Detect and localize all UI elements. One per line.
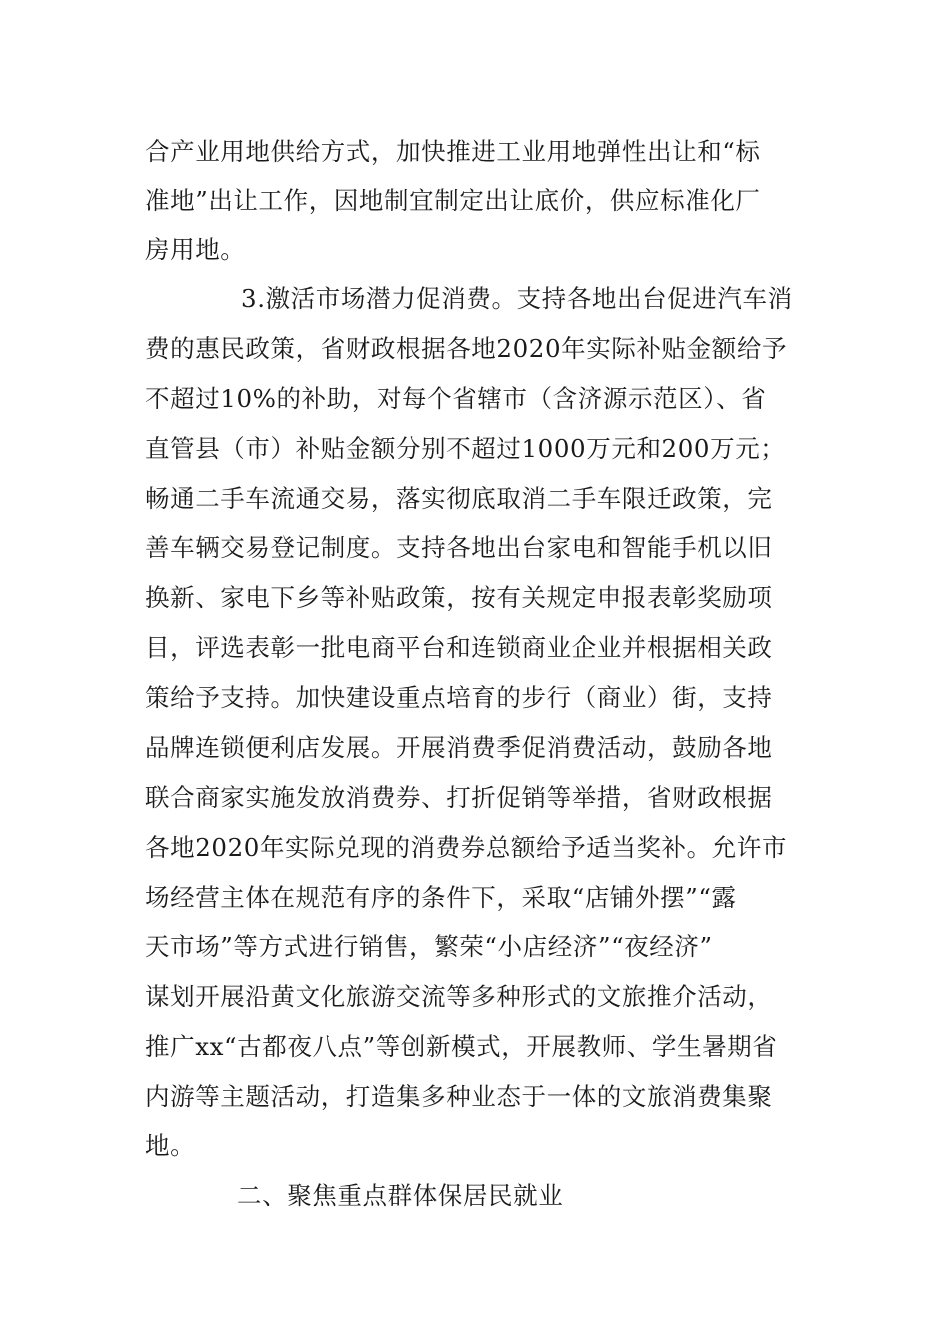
text-line: 策给予支持。加快建设重点培育的步行（商业）街，支持 xyxy=(145,683,773,712)
text-line: 费的惠民政策，省财政根据各地2020年实际补贴金额给予 xyxy=(145,334,788,363)
text-line: 直管县（市）补贴金额分别不超过1000万元和200万元； xyxy=(145,434,786,463)
text-line: 天市场”等方式进行销售，繁荣“小店经济”“夜经济” xyxy=(145,932,713,961)
text-line: 内游等主题活动，打造集多种业态于一体的文旅消费集聚 xyxy=(145,1082,773,1111)
text-line: 地。 xyxy=(145,1131,196,1160)
text-line: 合产业用地供给方式，加快推进工业用地弹性出让和“标 xyxy=(145,137,761,166)
text-line: 谋划开展沿黄文化旅游交流等多种形式的文旅推介活动， xyxy=(145,982,773,1011)
text-line: 畅通二手车流通交易，落实彻底取消二手车限迁政策，完 xyxy=(145,484,773,513)
text-line: 房用地。 xyxy=(145,235,246,264)
section-heading-consumption: 3.激活市场潜力促消费。支持各地出台促进汽车消 xyxy=(241,284,793,313)
text-line: 联合商家实施发放消费券、打折促销等举措，省财政根据 xyxy=(145,783,773,812)
text-line: 换新、家电下乡等补贴政策，按有关规定申报表彰奖励项 xyxy=(145,583,773,612)
text-line: 目，评选表彰一批电商平台和连锁商业企业并根据相关政 xyxy=(145,633,773,662)
section-heading-employment: 二、聚焦重点群体保居民就业 xyxy=(237,1181,564,1210)
text-line: 品牌连锁便利店发展。开展消费季促消费活动，鼓励各地 xyxy=(145,733,773,762)
text-line: 善车辆交易登记制度。支持各地出台家电和智能手机以旧 xyxy=(145,533,773,562)
text-line: 推广xx“古都夜八点”等创新模式，开展教师、学生暑期省 xyxy=(145,1032,778,1061)
text-line: 各地2020年实际兑现的消费券总额给予适当奖补。允许市 xyxy=(145,833,788,862)
text-line: 不超过10%的补助，对每个省辖市（含济源示范区）、省 xyxy=(145,384,767,413)
text-line: 准地”出让工作，因地制宜制定出让底价，供应标准化厂 xyxy=(145,186,761,215)
text-line: 场经营主体在规范有序的条件下，采取“店铺外摆”“露 xyxy=(145,883,737,912)
